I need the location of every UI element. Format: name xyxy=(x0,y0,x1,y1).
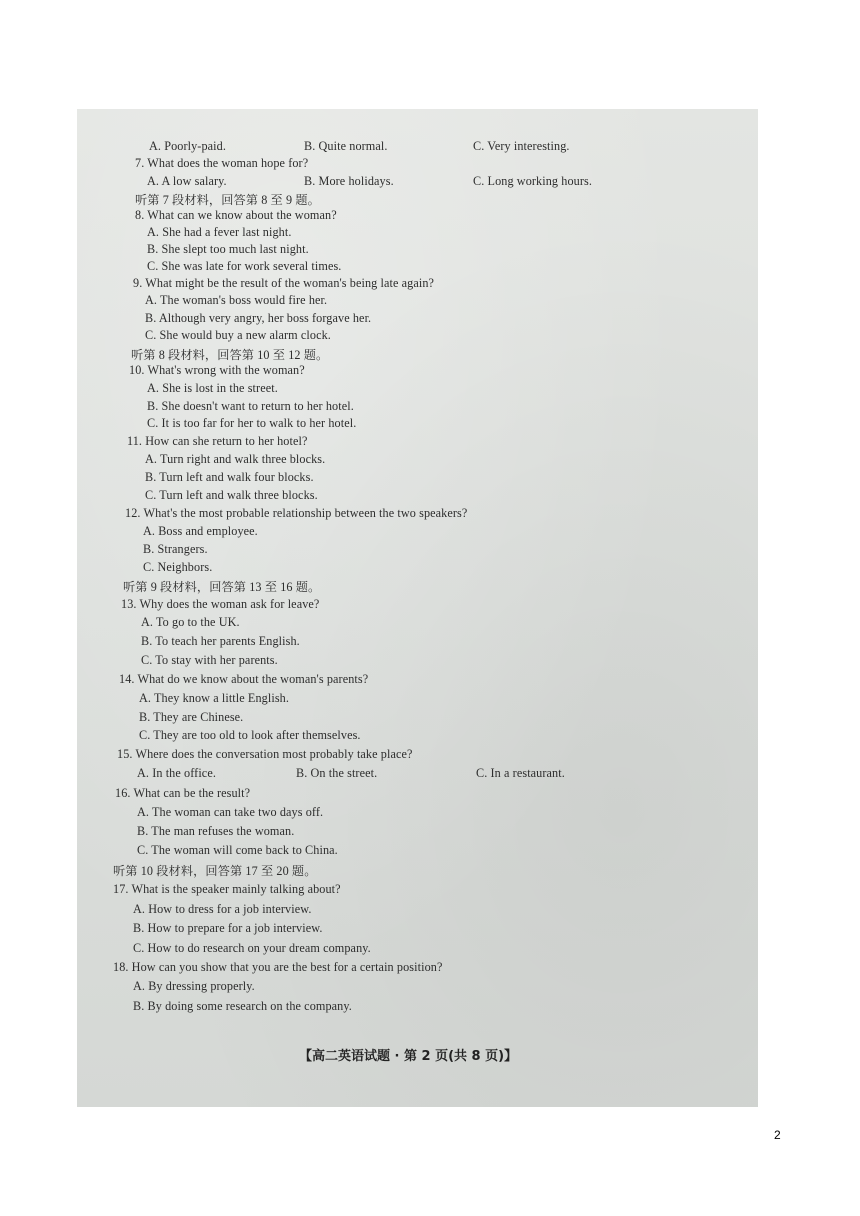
q11-option-c: C. Turn left and walk three blocks. xyxy=(145,488,318,502)
q6-option-c: C. Very interesting. xyxy=(473,139,570,153)
q14-option-c: C. They are too old to look after themselves. xyxy=(139,728,361,742)
q17-option-b: B. How to prepare for a job interview. xyxy=(133,921,323,935)
q17-option-a: A. How to dress for a job interview. xyxy=(133,902,312,916)
q17-option-c: C. How to do research on your dream company. xyxy=(133,941,371,955)
q9-option-c: C. She would buy a new alarm clock. xyxy=(145,328,331,342)
q14-option-a: A. They know a little English. xyxy=(139,691,290,705)
q11-question: 11. How can she return to her hotel? xyxy=(127,434,308,448)
q14-option-b: B. They are Chinese. xyxy=(139,710,244,724)
q7-option-c: C. Long working hours. xyxy=(473,174,592,188)
section-heading-10: 听第 10 段材料，回答第 17 至 20 题。 xyxy=(113,864,317,878)
q7-option-b: B. More holidays. xyxy=(304,174,394,188)
section-heading-8: 听第 8 段材料，回答第 10 至 12 题。 xyxy=(131,348,329,362)
q15-option-c: C. In a restaurant. xyxy=(476,766,565,780)
page-number: 2 xyxy=(774,1128,781,1142)
q16-option-c: C. The woman will come back to China. xyxy=(137,843,338,857)
q16-option-a: A. The woman can take two days off. xyxy=(137,805,324,819)
q16-question: 16. What can be the result? xyxy=(115,786,251,800)
q10-option-b: B. She doesn't want to return to her hotel. xyxy=(147,399,354,413)
q11-option-b: B. Turn left and walk four blocks. xyxy=(145,470,314,484)
exam-footer: 【高二英语试题 · 第 2 页(共 8 页)】 xyxy=(299,1049,518,1064)
q18-option-b: B. By doing some research on the company. xyxy=(133,999,352,1013)
q16-option-b: B. The man refuses the woman. xyxy=(137,824,295,838)
q15-option-b: B. On the street. xyxy=(296,766,378,780)
q10-question: 10. What's wrong with the woman? xyxy=(129,363,305,377)
q10-option-c: C. It is too far for her to walk to her hotel. xyxy=(147,416,357,430)
q17-question: 17. What is the speaker mainly talking about? xyxy=(113,882,341,896)
section-heading-7: 听第 7 段材料，回答第 8 至 9 题。 xyxy=(135,193,320,207)
scanned-exam-page xyxy=(77,109,758,1107)
q7-question: 7. What does the woman hope for? xyxy=(135,156,309,170)
q8-option-b: B. She slept too much last night. xyxy=(147,242,309,256)
q12-option-b: B. Strangers. xyxy=(143,542,208,556)
q14-question: 14. What do we know about the woman's parents? xyxy=(119,672,369,686)
q6-option-a: A. Poorly-paid. xyxy=(149,139,226,153)
q11-option-a: A. Turn right and walk three blocks. xyxy=(145,452,326,466)
q13-question: 13. Why does the woman ask for leave? xyxy=(121,597,320,611)
q9-option-b: B. Although very angry, her boss forgave her. xyxy=(145,311,372,325)
q6-option-b: B. Quite normal. xyxy=(304,139,388,153)
q18-option-a: A. By dressing properly. xyxy=(133,979,255,993)
q7-option-a: A. A low salary. xyxy=(147,174,227,188)
q13-option-b: B. To teach her parents English. xyxy=(141,634,300,648)
q18-question: 18. How can you show that you are the best for a certain position? xyxy=(113,960,443,974)
q12-option-a: A. Boss and employee. xyxy=(143,524,258,538)
q8-question: 8. What can we know about the woman? xyxy=(135,208,337,222)
q15-option-a: A. In the office. xyxy=(137,766,216,780)
q13-option-a: A. To go to the UK. xyxy=(141,615,240,629)
q12-question: 12. What's the most probable relationship between the two speakers? xyxy=(125,506,468,520)
q8-option-c: C. She was late for work several times. xyxy=(147,259,342,273)
q9-option-a: A. The woman's boss would fire her. xyxy=(145,293,328,307)
q10-option-a: A. She is lost in the street. xyxy=(147,381,278,395)
q12-option-c: C. Neighbors. xyxy=(143,560,213,574)
section-heading-9: 听第 9 段材料，回答第 13 至 16 题。 xyxy=(123,580,321,594)
q8-option-a: A. She had a fever last night. xyxy=(147,225,292,239)
q15-question: 15. Where does the conversation most probably take place? xyxy=(117,747,413,761)
q9-question: 9. What might be the result of the woman's being late again? xyxy=(133,276,435,290)
q13-option-c: C. To stay with her parents. xyxy=(141,653,278,667)
